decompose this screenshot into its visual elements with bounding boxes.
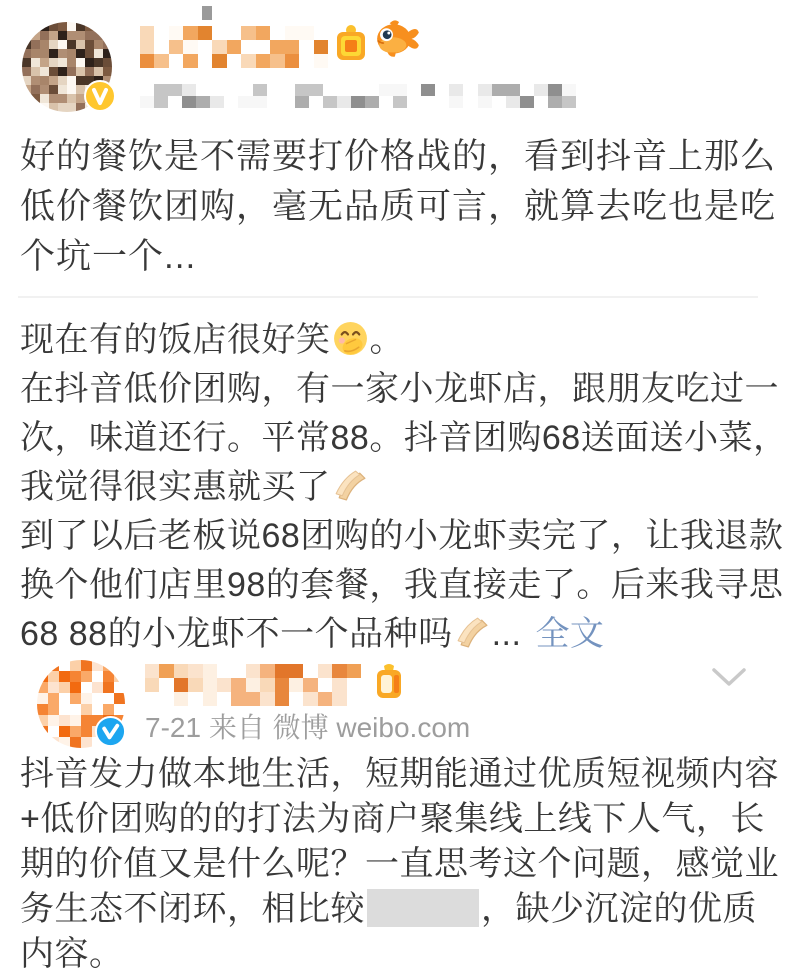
quote-text-line <box>20 610 792 659</box>
repost-text-line <box>20 887 792 932</box>
repost-author-avatar[interactable] <box>37 660 125 748</box>
quote-text-line: 换个他们店里98的套餐，我直接走了。后来我寻思 <box>20 566 784 604</box>
repost-body-text <box>20 752 792 977</box>
post-text <box>20 132 792 282</box>
quote-text-line: 现在有的饭店很好笑 。 <box>20 321 404 359</box>
divider <box>18 296 758 298</box>
vip-member-badge-icon <box>334 24 368 66</box>
quote-text-line: 次，味道还行。平常88。抖音团购68送面送小菜， <box>20 419 788 457</box>
repost-text-line: 期的价值又是什么呢？一直思考这个问题，感觉业 <box>20 845 779 883</box>
pixelated-author-username[interactable] <box>140 26 328 68</box>
pixelated-censored-word <box>367 889 479 927</box>
pixelated-post-meta <box>140 84 590 108</box>
post-text-line: 低价餐饮团购，毫无品质可言，就算去吃也是吃 <box>20 187 777 226</box>
gold-member-badge-icon <box>372 662 406 704</box>
emoji-icon <box>332 320 369 357</box>
author-avatar[interactable] <box>22 22 112 112</box>
repost-censor-before: 务生态不闭环，相比较 <box>20 890 365 928</box>
quote-text-line: 到了以后老板说68团购的小龙虾卖完了，让我退款 <box>20 517 784 555</box>
repost-text-line: 抖音发力做本地生活，短期能通过优质短视频内容 <box>20 755 779 793</box>
quote-text-line: 在抖音低价团购，有一家小龙虾店，跟朋友吃过一 <box>20 370 779 408</box>
quoted-post-text <box>20 316 792 659</box>
repost-text-line: +低价团购的的打法为商户聚集线上线下人气，长 <box>20 800 765 838</box>
post-text-line: 好的餐饮是不需要打价格战的，看到抖音上那么 <box>20 137 777 176</box>
emoji-icon <box>454 614 491 651</box>
pixelated-repost-username[interactable] <box>145 664 361 706</box>
repost-censor-after: ，缺少沉淀的优质 <box>481 890 757 928</box>
emoji-icon <box>332 467 369 504</box>
repost-date-source: 7-21 来自 微博 weibo.com <box>145 712 471 743</box>
blue-verified-badge-icon <box>95 716 126 747</box>
gold-verified-badge-icon <box>84 80 116 112</box>
censored-pixel-fragment <box>202 6 212 20</box>
goldfish-icon <box>374 18 422 62</box>
chevron-down-icon[interactable] <box>710 666 748 690</box>
full-text-link[interactable]: 全文 <box>535 615 605 653</box>
repost-text-line: 内容。 <box>20 935 124 973</box>
quote-text-line: 我觉得很实惠就买了 <box>20 463 792 512</box>
quote-text-line-end: 68 88的小龙虾不一个品种吗 ... <box>20 615 522 653</box>
post-text-line: 个坑一个... <box>20 237 197 276</box>
